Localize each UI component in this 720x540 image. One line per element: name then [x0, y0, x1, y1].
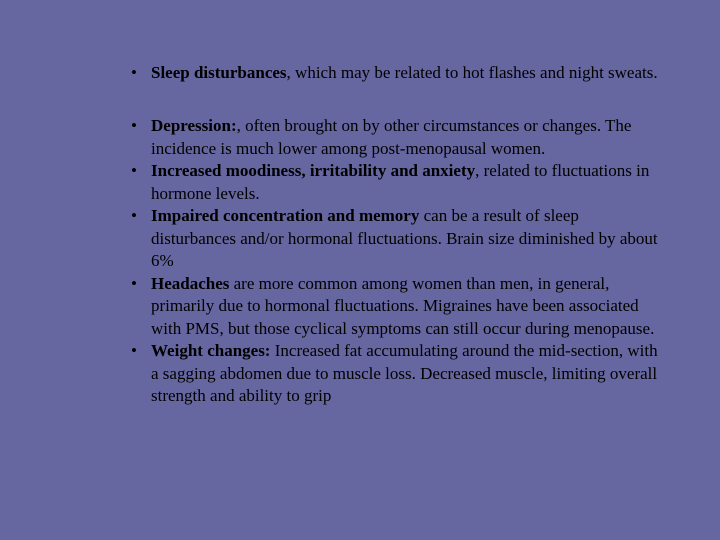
bullet-lead: Impaired concentration and memory	[151, 206, 420, 225]
bullet-lead: Increased moodiness, irritability and anxiety	[151, 161, 476, 180]
bullet-lead: Weight changes:	[151, 341, 271, 360]
bullet-symbol: •	[131, 273, 137, 293]
bullet-lead: Headaches	[151, 273, 230, 293]
bullet-symbol: •	[131, 341, 137, 360]
bullet-text: Increased fat accumulating around the mid-section, with a sagging abdomen due to muscle loss. Decreased muscle, limiting overall strength and ability to grip	[151, 341, 658, 405]
bullet-symbol: •	[131, 63, 137, 82]
bullet-symbol: •	[131, 161, 137, 180]
bullet-text: can be a result of sleep disturbances and/or hormonal fluctuations. Brain size diminished by about 6%	[151, 206, 658, 270]
bullet-lead: Depression:	[151, 116, 237, 135]
bullet-text: , related to fluctuations in hormone levels.	[151, 161, 650, 203]
bullet-text: , often brought on by other circumstances or changes. The incidence is much lower among post-menopausal women.	[151, 116, 632, 158]
bullet-group-sleep	[128, 62, 668, 85]
bullet-text: are more common among women than men, in general, primarily due to hormonal fluctuations. Migraines have been associated with PMS, but those cyclical symptoms can still occur during menopause.	[151, 273, 655, 338]
bullet-lead: Sleep disturbances	[151, 63, 287, 82]
bullet-item-depression	[128, 115, 668, 160]
bullet-group-main	[128, 115, 668, 408]
bullet-symbol: •	[131, 116, 137, 135]
bullet-item-concentration	[128, 205, 668, 273]
bullet-item-sleep-disturbances	[128, 62, 668, 85]
bullet-item-weight-changes	[128, 340, 668, 408]
bullet-text: , which may be related to hot flashes and night sweats.	[286, 63, 658, 82]
bullet-symbol: •	[131, 206, 137, 225]
bullet-item-headaches	[128, 273, 668, 341]
bullet-item-moodiness	[128, 160, 668, 205]
